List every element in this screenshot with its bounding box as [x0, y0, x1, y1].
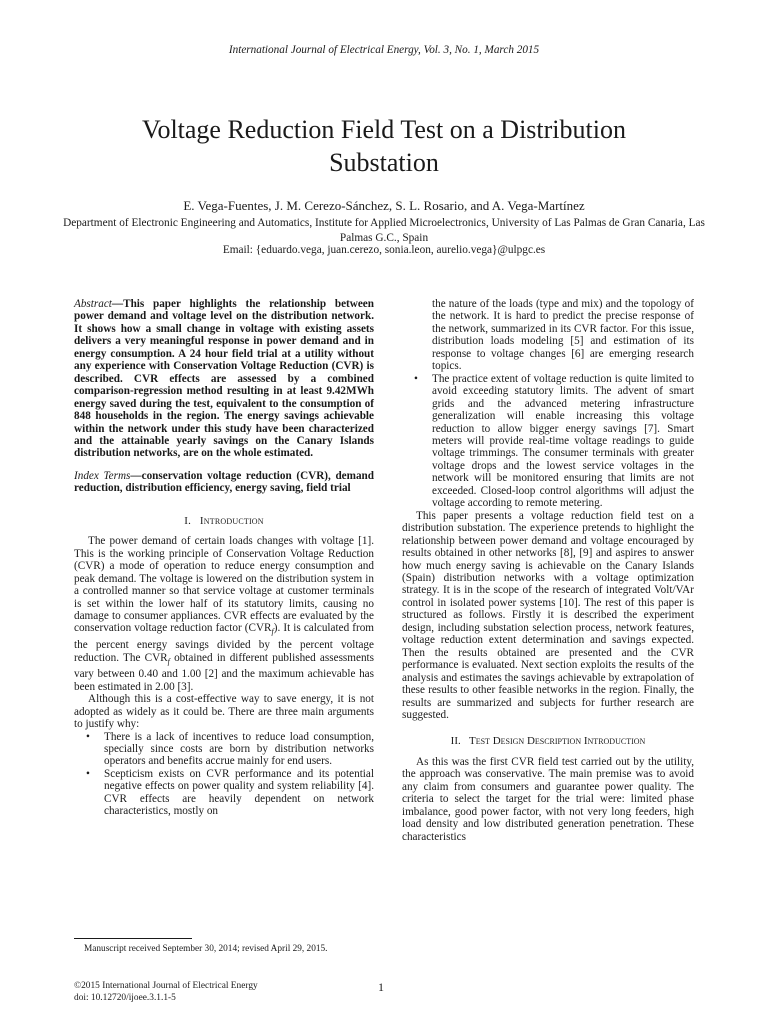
section-2-title: Test Design Description Introduction	[469, 735, 646, 748]
email: Email: {eduardo.vega, juan.cerezo, sonia.leon, aurelio.vega}@ulpgc.es	[222, 244, 546, 256]
bullet-list	[74, 731, 374, 818]
index-terms	[74, 470, 374, 495]
left-column	[74, 298, 374, 818]
section-1-number: I.	[184, 514, 192, 527]
page-number: 1	[378, 980, 384, 994]
title-line-1: Voltage Reduction Field Test on a Distribution	[142, 115, 626, 144]
section-heading-1	[74, 515, 374, 527]
intro-p1-part-b: ). It is calculated from the percent energy savings divided by the percent voltage reduction. The CVR	[74, 622, 375, 664]
abstract-label: Abstract	[74, 298, 112, 310]
abstract-text: —This paper highlights the relationship between power demand and voltage level on the distribution network. It shows how a small change in voltage with existing assets delivers a very meaningful response in power demand and in energy consumption. A 24 hour field trial at a utility without any experience with Conservation Voltage Reduction (CVR) is described. CVR effects are assessed by a combined comparison-regression method resulting in at least 9.42MWh energy saved during the test, equivalent to the consumption of 848 households in the region. The energy savings achievable within the network under this study have been characterized and the attainable yearly savings on the Canary Islands distribution networks, are on the whole estimated.	[74, 298, 374, 460]
intro-paragraph-2: Although this is a cost-effective way to save energy, it is not adopted as widely as it could be. There are three main arguments to justify why:	[74, 693, 374, 731]
bullet-item-2-continued: the nature of the loads (type and mix) and the topology of the network. It is hard to predict the precise response of the network, summarized in its CVR factor. For this issue, distribution loads modeling [5] and estimation of its response to voltage changes [6] are emerging research topics.	[432, 298, 694, 373]
intro-paragraph-3: This paper presents a voltage reduction field test on a distribution substation. The experience pretends to highlight the relationship between power demand and voltage encouraged by results obtained in other networks [8], [9] and aspires to answer how much energy saving is achievable on the Canary Islands (Spain) distribution networks with a voltage optimization strategy. It is in the scope of the research of integrated Volt/VAr control in isolated power systems [10]. The rest of this paper is structured as follows. Firstly it is described the experiment design, including substation selection process, network features, voltage reduction extent determination and savings expected. Then the results obtained are presented and the CVR performance is evaluated. Next section exploits the results of the analysis and estimates the savings achievable by extrapolation of these results to other feasible networks in the region. Finally, the results are summarized and subjects for further research are suggested.	[402, 509, 694, 721]
section-1-title: Introduction	[199, 514, 264, 527]
authors: E. Vega-Fuentes, J. M. Cerezo-Sánchez, S. L. Rosario, and A. Vega-Martínez	[183, 198, 585, 213]
bullet-item-1: • There is a lack of incentives to reduce load consumption, specially since costs are born by distribution networks operators and benefits accrue mainly for end users.	[104, 731, 374, 768]
affiliation: Department of Electronic Engineering and Automatics, Institute for Applied Microelectronics, University of Las Palmas de Gran Canaria, Las Palmas G.C., Spain	[63, 217, 705, 244]
bullet-list-continued	[402, 373, 694, 510]
bullet-item-3: • The practice extent of voltage reduction is quite limited to avoid exceeding statutory limits. The advent of smart grids and the advanced metering infrastructure generalization will enable increasing this voltage reduction to allow bigger energy savings [7]. Smart meters will provide real-time voltage readings to guide voltage trimmings. The consumer terminals with greater voltage drops and the lowest service voltages in the network will be monitored ensuring that limits are not exceeded. Closed-loop control algorithms will adjust the voltage according to remote metering.	[432, 373, 694, 510]
paper-title	[60, 113, 708, 179]
section-2-number: II.	[450, 735, 461, 748]
section-heading-2	[402, 735, 694, 747]
bullet-item-2: • Scepticism exists on CVR performance and its potential negative effects on power quality and system reliability [4]. CVR effects are heavily dependent on network characteristics, mostly on	[104, 768, 374, 818]
footnote-divider	[74, 938, 192, 939]
index-terms-text: —conservation voltage reduction (CVR), demand reduction, distribution efficiency, energy saving, field trial	[74, 469, 374, 495]
intro-paragraph-1	[74, 535, 374, 693]
footnote: Manuscript received September 30, 2014; revised April 29, 2015.	[84, 944, 328, 954]
index-terms-label: Index Terms	[74, 469, 131, 482]
abstract	[74, 298, 374, 460]
copyright-block	[74, 980, 258, 1004]
intro-p1-part-c: obtained in different published assessments vary between 0.40 and 1.00 [2] and the maximum achievable has been estimated in 2.00 [3].	[74, 651, 375, 693]
copyright: ©2015 International Journal of Electrical Energy	[74, 981, 258, 991]
intro-p1-part-a: The power demand of certain loads changes with voltage [1]. This is the working principle of Conservation Voltage Reduction (CVR) a mode of operation to reduce energy consumption and peak demand. The voltage is lowered on the distribution system in a controlled manner so that service voltage at customer terminals is set within the lower half of its statutory limits, causing no damage to consumer appliances. CVR effects are evaluated by the conservation voltage reduction factor (CVR	[74, 535, 374, 635]
cvr-subscript: f	[271, 627, 274, 637]
title-line-2: Substation	[329, 148, 439, 177]
right-column	[402, 298, 694, 843]
cvr-subscript-2: f	[167, 656, 170, 666]
journal-header: International Journal of Electrical Energy, Vol. 3, No. 1, March 2015	[228, 44, 540, 56]
section-2-paragraph-1: As this was the first CVR field test carried out by the utility, the approach was conservative. The main premise was to avoid any claim from consumers and guarantee power quality. The criteria to select the target for the trial were: limited phase imbalance, good power factor, with not very long feeders, high load density and low distributed generation penetration. These characteristics	[402, 755, 694, 843]
doi: doi: 10.12720/ijoee.3.1.1-5	[74, 993, 176, 1003]
